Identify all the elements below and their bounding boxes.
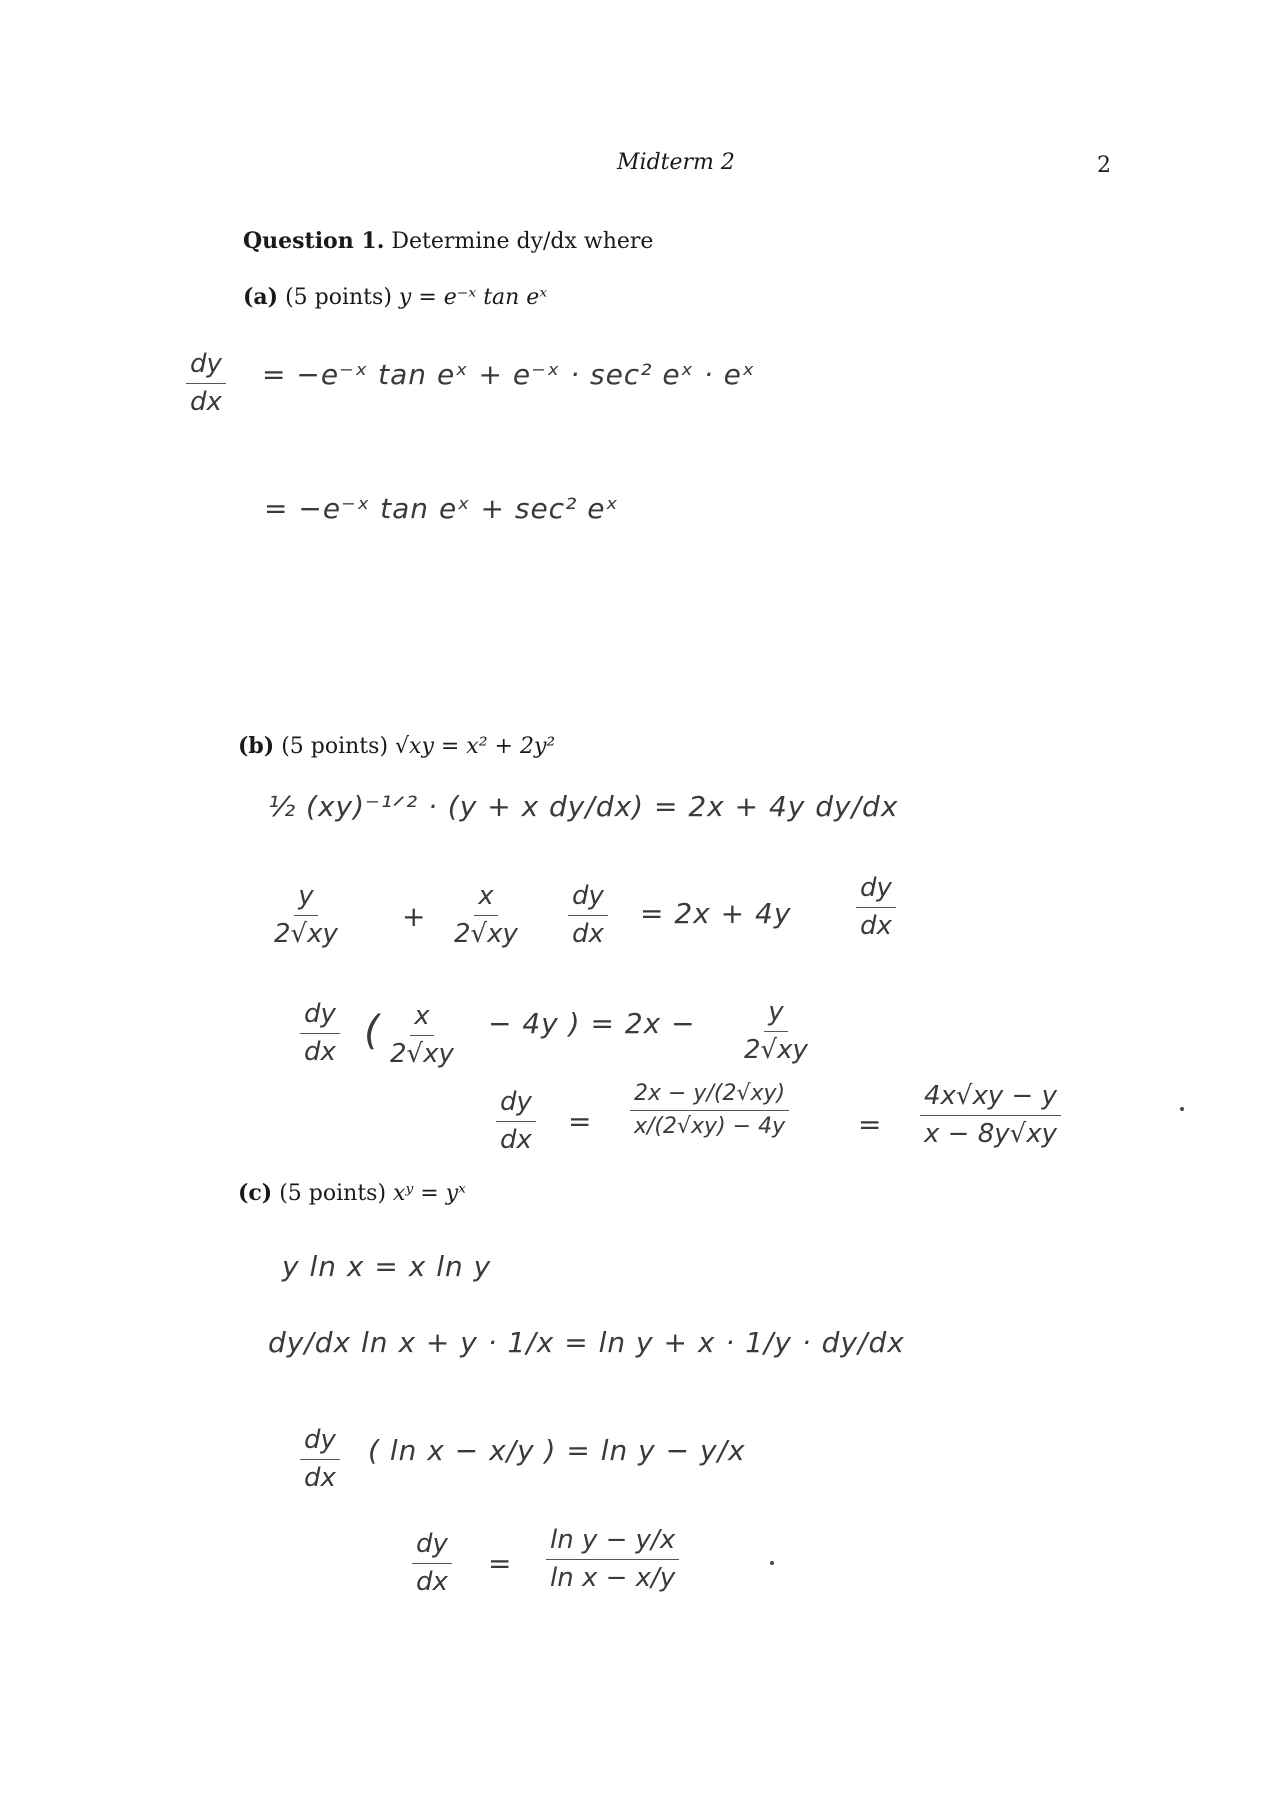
part-a-label: (a) (243, 284, 279, 310)
part-b-l3-term-c (740, 996, 812, 1066)
part-c-l3-a-den: dx (304, 1462, 336, 1493)
part-c-work-line-1: y ln x = x ln y (282, 1250, 492, 1283)
question-prompt: Determine dy/dx where (391, 229, 654, 254)
part-b-l4-b-den: x/(2√xy) − 4y (634, 1113, 786, 1139)
part-c-points: (5 points) (279, 1181, 387, 1206)
part-a-work-line-2: = −e⁻ˣ tan eˣ + sec² eˣ (264, 492, 619, 525)
part-a-heading (243, 284, 547, 310)
part-b-l3-b-den: 2√xy (390, 1038, 454, 1069)
part-a-dydx-num: dy (186, 348, 226, 384)
part-b-l4-a-den: dx (500, 1124, 532, 1155)
part-b-l3-b-num: x (410, 1000, 433, 1036)
part-b-end-dot (1180, 1107, 1184, 1111)
page-header-title: Midterm 2 (617, 150, 735, 175)
part-b-l2-term-b (450, 880, 522, 950)
part-b-l4-c-num: 4x√xy − y (920, 1080, 1061, 1116)
part-b-l4-eq1: = (568, 1105, 593, 1138)
part-b-l2-c-num: dy (568, 880, 608, 916)
part-c-l3-term-a (300, 1424, 340, 1494)
part-c-equation: xʸ = yˣ (393, 1181, 466, 1206)
part-c-l4-a-den: dx (416, 1566, 448, 1597)
part-b-l3-paren: ( (364, 1008, 381, 1054)
part-c-l4-a-num: dy (412, 1528, 452, 1564)
part-b-l3-c-num: y (764, 996, 787, 1032)
part-b-l4-term-b (630, 1080, 789, 1140)
part-b-heading (238, 733, 555, 759)
question-label: Question 1. (243, 228, 385, 254)
part-b-l4-a-num: dy (496, 1086, 536, 1122)
question-heading (243, 228, 653, 254)
part-b-points: (5 points) (281, 734, 389, 759)
part-b-l2-a-num: y (294, 880, 317, 916)
part-b-l2-b-den: 2√xy (454, 918, 518, 949)
part-b-l4-term-a (496, 1086, 536, 1156)
part-b-label: (b) (238, 733, 275, 759)
part-c-l3-mid: ( ln x − x/y ) = ln y − y/x (368, 1434, 746, 1467)
part-c-heading (238, 1180, 466, 1206)
part-c-work-line-2: dy/dx ln x + y · 1/x = ln y + x · 1/y · dy/dx (268, 1326, 905, 1359)
part-b-l3-mid: − 4y ) = 2x − (488, 1007, 696, 1040)
part-b-l2-d-den: dx (860, 910, 892, 941)
part-c-end-dot (770, 1561, 774, 1565)
part-b-l3-a-num: dy (300, 998, 340, 1034)
part-b-l2-rhs: = 2x + 4y (640, 897, 792, 930)
part-a-equation: y = e⁻ˣ tan eˣ (398, 285, 548, 310)
part-b-l2-term-a (270, 880, 342, 950)
part-a-dydx-den: dx (190, 386, 222, 417)
part-b-l4-term-c (920, 1080, 1061, 1150)
part-b-l2-term-d (856, 872, 896, 942)
part-a-dydx (186, 348, 226, 418)
part-a-work-line-1: = −e⁻ˣ tan eˣ + e⁻ˣ · sec² eˣ · eˣ (262, 358, 756, 391)
part-c-l4-b-num: ln y − y/x (546, 1524, 679, 1560)
part-b-l2-c-den: dx (572, 918, 604, 949)
part-c-l4-eq: = (488, 1547, 513, 1580)
part-b-l2-plus: + (402, 900, 427, 933)
part-b-l2-d-num: dy (856, 872, 896, 908)
part-c-label: (c) (238, 1180, 273, 1206)
part-b-l3-a-den: dx (304, 1036, 336, 1067)
part-c-l4-b-den: ln x − x/y (550, 1562, 676, 1593)
part-b-work-line-1: ½ (xy)⁻¹ᐟ² · (y + x dy/dx) = 2x + 4y dy/dx (268, 790, 899, 823)
part-b-equation: √xy = x² + 2y² (395, 734, 556, 759)
part-b-l2-a-den: 2√xy (274, 918, 338, 949)
part-b-l3-c-den: 2√xy (744, 1034, 808, 1065)
part-b-l3-term-a (300, 998, 340, 1068)
part-b-l4-b-num: 2x − y/(2√xy) (630, 1080, 789, 1111)
part-c-l4-term-a (412, 1528, 452, 1598)
part-b-l2-b-num: x (474, 880, 497, 916)
part-b-l4-c-den: x − 8y√xy (924, 1118, 1057, 1149)
page-number: 2 (1097, 153, 1111, 178)
part-a-points: (5 points) (285, 285, 392, 310)
part-b-l4-eq2: = (858, 1108, 883, 1141)
part-c-l4-term-b (546, 1524, 679, 1594)
part-c-l3-a-num: dy (300, 1424, 340, 1460)
part-b-l2-term-c (568, 880, 608, 950)
part-b-l3-term-b (386, 1000, 458, 1070)
